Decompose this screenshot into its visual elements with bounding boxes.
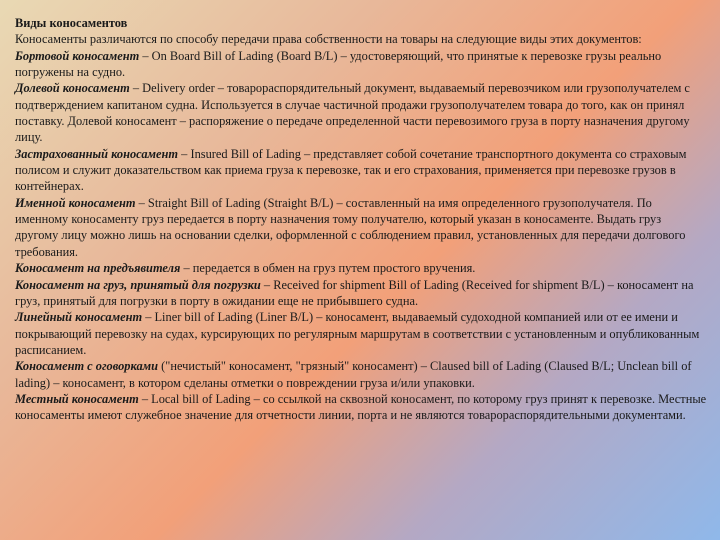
entry-term: Застрахованный коносамент <box>15 146 179 161</box>
entry-term: Именной коносамент <box>15 195 136 210</box>
entry-term: Коносамент с оговорками <box>15 359 159 374</box>
entry-term: Линейный коносамент <box>15 310 143 325</box>
entry-text: – Insured Bill of Lading – представляет собой сочетание транспортного документа со страховым полисом и служит доказательством как приема груза к перевозке, так и его страхования, применяется при перевозке грузов в контейнерах. <box>15 146 687 194</box>
entry-text: – Received for shipment Bill of Lading (Received for shipment B/L) – коносамент на груз, принятый для погрузки в порту в ожидании еще не прибывшего судна. <box>15 277 694 308</box>
slide-text-block <box>15 15 707 424</box>
entry-local-bl <box>15 391 707 424</box>
entry-text: – Delivery order – товарораспорядительный документ, выдаваемый перевозчиком или грузополучателем с подтверждением капитаном судна. Используется в случае частичной продажи грузополучателем товара до того, как он принял поставку. Долевой коносамент – распоряжение о передаче определенной части перевозимого груза в порту назначения другому лицу. <box>15 81 690 145</box>
entry-term: Долевой коносамент <box>15 81 130 96</box>
entry-term: Бортовой коносамент <box>15 48 140 63</box>
entry-text: – On Board Bill of Lading (Board B/L) – удостоверяющий, что принятые к перевозке грузы реально погружены на судно. <box>15 48 662 80</box>
entry-term: Коносамент на предъявителя <box>15 261 181 276</box>
entry-straight-bl <box>15 195 707 260</box>
entry-text: – Straight Bill of Lading (Straight B/L) – составленный на имя определенного грузополучателя. По именному коносаменту груз передается в порту назначения тому получателю, который указан в коносаменте. Выдать груз другому лицу можно лишь на основании сделки, оформленной с соблюдением правил, установленных для передачи долгового требования. <box>15 195 686 259</box>
entry-text: – Local bill of Lading – со ссылкой на сквозной коносамент, по которому груз принят к перевозке. Местные коносаменты имеют служебное значение для отчетности линии, порта и не являются товарораспорядительными документами. <box>15 391 707 423</box>
entry-text: – передается в обмен на груз путем простого вручения. <box>180 261 476 276</box>
entry-term: Коносамент на груз, принятый для погрузки <box>15 277 261 292</box>
entry-insured-bl <box>15 146 707 195</box>
entry-bearer-bl <box>15 260 707 276</box>
entry-received-for-shipment-bl <box>15 277 707 310</box>
entry-text: ("нечистый" коносамент, "грязный" коносамент) – Claused bill of Lading (Claused B/L; Unclean bill of lading) – коносамент, в котором сделаны отметки о повреждении груза и/или упаковки. <box>15 359 692 390</box>
slide-title: Виды коносаментов <box>15 16 128 30</box>
entry-liner-bl <box>15 309 707 358</box>
entry-text: – Liner bill of Lading (Liner B/L) – коносамент, выдаваемый судоходной компанией или от ее имени и покрывающий перевозку на судах, курсирующих по регулярным маршрутам в соответствии с установленным и опубликованным расписанием. <box>15 310 700 357</box>
entry-term: Местный коносамент <box>15 391 139 406</box>
entry-delivery-order <box>15 80 707 145</box>
entry-board-bl <box>15 48 707 81</box>
intro-paragraph: Коносаменты различаются по способу передачи права собственности на товары на следующие виды этих документов: <box>15 32 642 47</box>
entry-claused-bl <box>15 358 707 391</box>
